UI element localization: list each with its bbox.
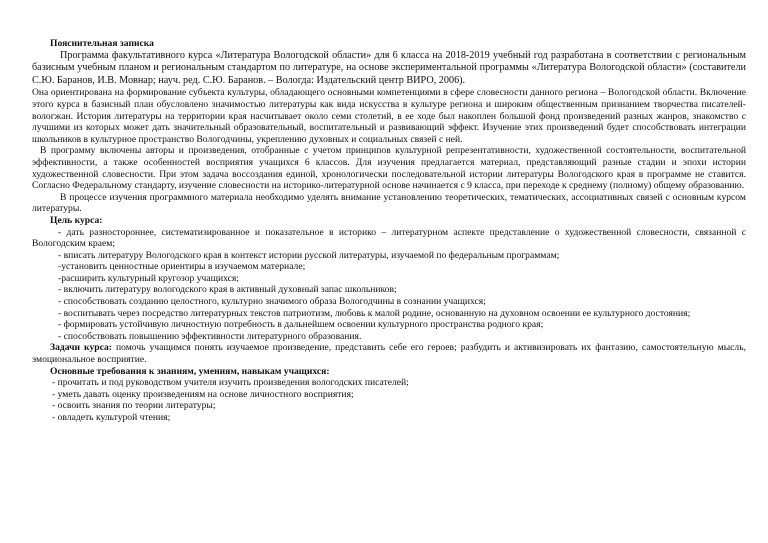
tasks-text: помочь учащимся понять изучаемое произведение, представить себе его героев; разбудить и активизировать их фантазию, самостоятельную мысль, эмоциональное восприятие. xyxy=(32,342,746,366)
goal-item: - дать разностороннее, систематизированное и показательное в историко – литературном аспекте представление о художественной словесности, связанной с Вологодским краем; xyxy=(32,226,746,250)
goal-item: -установить ценностные ориентиры в изучаемом материале; xyxy=(58,261,306,273)
requirements-heading: Основные требования к знаниям, умениям, навыкам учащихся: xyxy=(50,365,330,377)
goal-item: - вписать литературу Вологодского края в контекст истории русской литературы, изучаемой по федеральным программам; xyxy=(58,249,560,261)
goal-item: - способствовать созданию целостного, культурно значимого образа Вологодчины в сознании учащихся; xyxy=(58,296,486,308)
document-page xyxy=(32,38,746,424)
requirement-item: - освоить знания по теории литературы; xyxy=(52,400,216,412)
tasks-paragraph xyxy=(32,342,746,365)
intro-paragraph: Программа факультативного курса «Литература Вологодской области» для 6 класса на 2018-2019 учебный год разработана в соответствии с региональным базисным учебным планом и региональным стандартом по литературе, на основе экспериментальной программы «Литература Вологодской области» (составители С.Ю. Баранов, И.В. Мовнар; науч. ред. С.Ю. Баранов. – Вологда: Издательский центр ВИРО, 2006). xyxy=(32,49,746,86)
requirement-item: - уметь давать оценку произведениям на основе личностного восприятия; xyxy=(52,388,354,400)
requirement-item: - овладеть культурой чтения; xyxy=(52,412,171,423)
program-paragraph: В программу включены авторы и произведения, отобранные с учетом принципов культурной репрезентативности, художественной состоятельности, воспитательной эффективности, а также особенностей восприятия учащихся 6 классов. Для изучения предлагается материал, представляющий разные стадии и эпохи истории художественной словесности. При этом задача воссоздания единой, хронологически последовательной истории литературы Вологодского края в программе не ставится. Согласно Федеральному стандарту, изучение словесности на историко-литературной основе начинается с 9 класса, при переходе к среднему (полному) общему образованию. xyxy=(32,145,746,192)
goal-item: - включить литературу вологодского края в активный духовный запас школьников; xyxy=(58,284,397,296)
goal-item: - формировать устойчивую личностную потребность в дальнейшем освоении культурного пространства родного края; xyxy=(58,319,544,331)
goal-item: - способствовать повышению эффективности литературного образования. xyxy=(58,330,362,342)
requirement-item: - прочитать и под руководством учителя изучить произведения вологодских писателей; xyxy=(52,377,409,389)
process-paragraph: В процессе изучения программного материала необходимо уделять внимание установлению теоретических, тематических, ассоциативных связей с основным курсом литературы. xyxy=(32,191,746,215)
tasks-label: Задачи курса: xyxy=(50,342,112,354)
document-title: Пояснительная записка xyxy=(50,38,154,49)
goal-heading: Цель курса: xyxy=(50,214,103,226)
orientation-paragraph: Она ориентирована на формирование субъекта культуры, обладающего основными компетенциями в сфере словесности данного региона – Вологодской области. Включение этого курса в базисный план обусловлено значимостью литературы как вида искусства в культуре региона и широким общественным признанием творчества писателей-вологжан. История литературы на территории края насчитывает около семи столетий, в ее ходе был накоплен большой фонд произведений разных жанров, знакомство с лучшими из которых может дать значительный образовательный, воспитательный и развивающий эффект. Изучение этих произведений будет способствовать интеграции школьников в культурное пространство Вологодчины, укреплению духовных и социальных связей с ней. xyxy=(32,87,746,145)
goal-item: - воспитывать через посредство литературных текстов патриотизм, любовь к малой родине, основанную на духовном освоении ее культурного достояния; xyxy=(58,307,691,319)
goal-item: -расширить культурный кругозор учащихся; xyxy=(58,272,240,284)
